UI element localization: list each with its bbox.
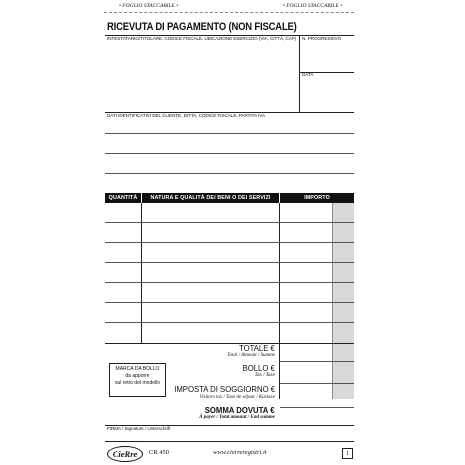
issuer-label: INTESTATARIO/TITOLARE, CODICE FISCALE, UBICAZIONE ESERCIZIO (VIA, CITTÀ, CAP): [107, 36, 297, 41]
table-row: [105, 302, 354, 303]
stamp-duty-sub-label: Tax / Taxe: [254, 373, 275, 378]
tear-off-perforation: [104, 12, 354, 13]
table-row: [105, 222, 354, 223]
client-line-2: [105, 153, 354, 154]
signature-label: FIRMA / Signature / Unterschrift: [107, 426, 171, 431]
footer-top-rule: [105, 441, 354, 442]
tear-off-label-right: • FOGLIO STACCABILE •: [283, 3, 343, 9]
form-title: RICEVUTA DI PAGAMENTO (NON FISCALE): [107, 21, 297, 33]
table-body-bottom-rule: [105, 343, 354, 344]
table-row: [105, 242, 354, 243]
tear-off-label-left: • FOGLIO STACCABILE •: [119, 3, 179, 9]
tourist-tax-label: IMPOSTA DI SOGGIORNO €: [174, 384, 275, 394]
totals-row-rule: [280, 407, 354, 408]
total-label: TOTALE €: [239, 343, 275, 353]
stamp-duty-label: BOLLO €: [242, 363, 275, 373]
stamp-box-line-1: MARCA DA BOLLO: [115, 366, 160, 372]
website: www.cierreregistri.it: [213, 449, 267, 456]
page-number: 1: [342, 448, 353, 459]
total-sub-label: Total / Amount / Summe: [227, 353, 275, 358]
amount-due-label: SOMMA DOVUTA €: [205, 405, 275, 415]
amount-divider: [279, 203, 280, 399]
cents-column: [332, 203, 354, 399]
form-code: CR 450: [149, 449, 170, 456]
stamp-box-line-2: da apporre: [125, 373, 150, 380]
cierre-logo: CieRre: [107, 446, 143, 462]
header-description: NATURA E QUALITÀ DEI BENI O DEI SERVIZI: [142, 193, 279, 203]
totals-row-rule: [280, 361, 354, 362]
stamp-box-line-3: sul retro del modello: [114, 380, 161, 387]
revenue-stamp-box: [109, 363, 166, 397]
client-line-3: [105, 173, 354, 174]
table-row: [105, 262, 354, 263]
number-label: N. PROGRESSIVO: [302, 36, 342, 41]
client-line-1: [105, 133, 354, 134]
amount-due-sub-label: À payer / Total amount / End summe: [199, 415, 275, 420]
client-label: DATI IDENTIFICATIVI DEL CLIENTE, DITTA, CODICE FISCALE, PARTITA IVA: [107, 113, 265, 118]
issuer-divider: [299, 36, 300, 112]
cents-divider: [332, 203, 333, 399]
table-row: [105, 282, 354, 283]
table-row: [105, 322, 354, 323]
header-quantity: QUANTITÀ: [105, 193, 141, 203]
header-amount: IMPORTO: [280, 193, 354, 203]
date-label: DATA: [302, 72, 314, 77]
tourist-tax-sub-label: Visitors tax / Taxe de séjour / Kurtaxe: [199, 395, 275, 400]
totals-row-rule: [280, 383, 354, 384]
